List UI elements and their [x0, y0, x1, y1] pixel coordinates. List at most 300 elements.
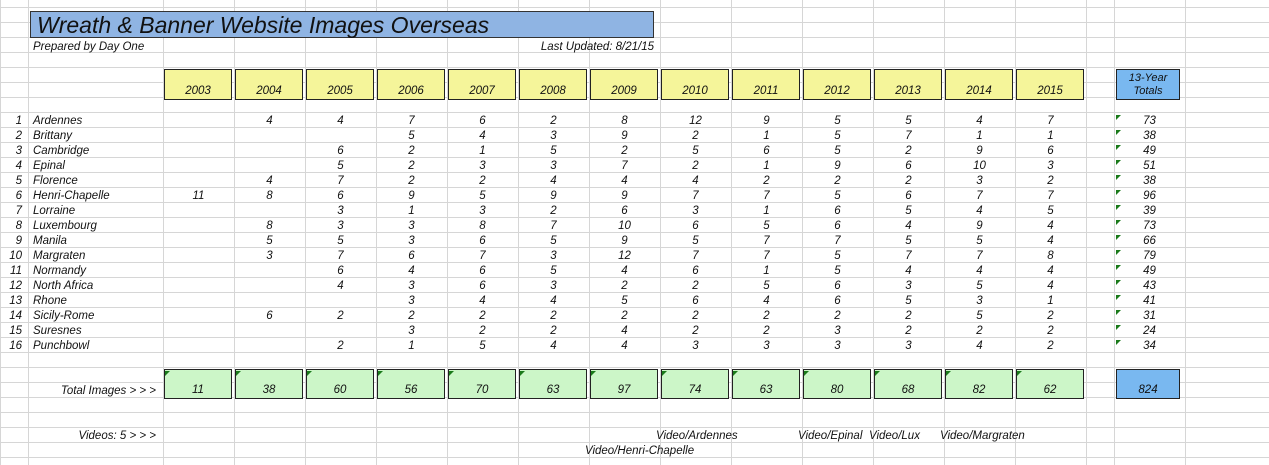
year-value-cell: 7	[692, 190, 699, 202]
row-total-cell: 49	[1143, 265, 1156, 277]
year-value-cell: 9	[834, 160, 841, 172]
cemetery-name: Henri-Chapelle	[33, 190, 110, 202]
row-total-cell: 38	[1143, 130, 1156, 142]
year-total-cell[interactable]: 56	[377, 369, 445, 399]
row-total-cell: 39	[1143, 205, 1156, 217]
comment-marker-icon	[1116, 325, 1121, 330]
cemetery-name: Rhone	[33, 295, 67, 307]
video-link: Video/Lux	[869, 430, 920, 442]
comment-marker-icon	[1116, 295, 1121, 300]
comment-marker-icon	[1116, 205, 1121, 210]
year-value-cell: 6	[692, 295, 699, 307]
year-value-cell: 5	[834, 130, 841, 142]
total-images-label: Total Images > > >	[60, 385, 156, 397]
year-value-cell: 6	[834, 205, 841, 217]
videos-label: Videos: 5 > > >	[78, 430, 156, 442]
year-value-cell: 6	[337, 145, 344, 157]
grid-row-line	[0, 427, 1269, 428]
year-value-cell: 2	[621, 310, 628, 322]
comment-marker-icon	[449, 371, 454, 376]
year-value-cell: 5	[1047, 205, 1054, 217]
row-number: 4	[15, 160, 22, 172]
row-number: 14	[9, 310, 22, 322]
year-value-cell: 7	[550, 220, 557, 232]
comment-marker-icon	[1116, 190, 1121, 195]
year-value-cell: 1	[1047, 295, 1054, 307]
year-value-cell: 5	[337, 235, 344, 247]
year-value-cell: 11	[192, 190, 205, 202]
year-value-cell: 7	[763, 235, 770, 247]
year-total-cell[interactable]: 80	[803, 369, 871, 399]
cemetery-name: Punchbowl	[33, 340, 90, 352]
row-total-cell: 34	[1143, 340, 1156, 352]
comment-marker-icon	[1116, 340, 1121, 345]
year-value-cell: 2	[905, 175, 912, 187]
cemetery-name: Epinal	[33, 160, 65, 172]
year-value-cell: 2	[479, 325, 486, 337]
year-value-cell: 3	[408, 280, 415, 292]
year-header-2009[interactable]: 2009	[590, 69, 658, 100]
row-number: 12	[9, 280, 22, 292]
year-value-cell: 9	[976, 145, 983, 157]
year-value-cell: 4	[976, 340, 983, 352]
year-value-cell: 5	[692, 145, 699, 157]
year-value-cell: 2	[976, 325, 983, 337]
cemetery-name: Suresnes	[33, 325, 82, 337]
prepared-by: Prepared by Day One	[33, 41, 145, 53]
year-total-cell[interactable]: 82	[945, 369, 1013, 399]
year-value-cell: 3	[550, 250, 557, 262]
comment-marker-icon	[733, 371, 738, 376]
year-value-cell: 10	[973, 160, 986, 172]
comment-marker-icon	[1116, 310, 1121, 315]
year-value-cell: 9	[621, 190, 628, 202]
year-header-2013[interactable]: 2013	[874, 69, 942, 100]
comment-marker-icon	[520, 371, 525, 376]
year-value-cell: 3	[550, 130, 557, 142]
year-value-cell: 10	[618, 220, 631, 232]
year-value-cell: 9	[408, 190, 415, 202]
year-value-cell: 2	[408, 145, 415, 157]
year-total-cell[interactable]: 68	[874, 369, 942, 399]
year-value-cell: 2	[692, 130, 699, 142]
cemetery-name: North Africa	[33, 280, 94, 292]
year-value-cell: 4	[1047, 280, 1054, 292]
cemetery-name: Ardennes	[33, 115, 83, 127]
year-value-cell: 1	[763, 160, 770, 172]
year-value-cell: 7	[1047, 115, 1054, 127]
year-value-cell: 3	[905, 340, 912, 352]
year-value-cell: 5	[408, 130, 415, 142]
year-value-cell: 4	[621, 175, 628, 187]
year-value-cell: 5	[479, 340, 486, 352]
year-value-cell: 3	[550, 280, 557, 292]
year-value-cell: 7	[763, 190, 770, 202]
year-value-cell: 4	[621, 340, 628, 352]
year-value-cell: 4	[337, 280, 344, 292]
year-value-cell: 1	[763, 265, 770, 277]
year-value-cell: 7	[905, 250, 912, 262]
year-value-cell: 1	[976, 130, 983, 142]
year-total-cell[interactable]: 38	[235, 369, 303, 399]
year-header-2008[interactable]: 2008	[519, 69, 587, 100]
row-number: 13	[9, 295, 22, 307]
row-number: 3	[15, 145, 22, 157]
row-number: 11	[10, 265, 22, 277]
year-value-cell: 1	[763, 130, 770, 142]
year-header-2004[interactable]: 2004	[235, 69, 303, 100]
year-value-cell: 3	[1047, 160, 1054, 172]
year-value-cell: 3	[692, 340, 699, 352]
year-value-cell: 5	[692, 235, 699, 247]
year-value-cell: 3	[408, 235, 415, 247]
year-value-cell: 8	[1047, 250, 1054, 262]
year-value-cell: 7	[905, 130, 912, 142]
year-value-cell: 9	[621, 130, 628, 142]
year-value-cell: 4	[763, 295, 770, 307]
year-total-cell[interactable]: 63	[732, 369, 800, 399]
comment-marker-icon	[1116, 250, 1121, 255]
year-total-cell[interactable]: 62	[1016, 369, 1084, 399]
cemetery-name: Florence	[33, 175, 78, 187]
year-value-cell: 5	[337, 160, 344, 172]
year-value-cell: 3	[834, 340, 841, 352]
year-value-cell: 5	[834, 145, 841, 157]
year-value-cell: 4	[1047, 235, 1054, 247]
year-value-cell: 4	[479, 130, 486, 142]
comment-marker-icon	[591, 371, 596, 376]
grand-total-cell[interactable]	[1116, 369, 1180, 399]
year-header-2011[interactable]: 2011	[732, 69, 800, 100]
year-value-cell: 6	[266, 310, 273, 322]
comment-marker-icon	[165, 371, 170, 376]
year-value-cell: 5	[976, 280, 983, 292]
year-value-cell: 5	[905, 115, 912, 127]
year-value-cell: 6	[337, 265, 344, 277]
row-total-cell: 73	[1143, 220, 1156, 232]
year-value-cell: 4	[621, 265, 628, 277]
grand-total-header[interactable]: 13-Year Totals	[1116, 69, 1180, 100]
year-value-cell: 4	[550, 175, 557, 187]
row-number: 8	[15, 220, 22, 232]
year-value-cell: 8	[266, 220, 273, 232]
year-value-cell: 2	[408, 175, 415, 187]
row-number: 1	[15, 115, 22, 127]
row-total-cell: 41	[1143, 295, 1156, 307]
year-header-2005[interactable]: 2005	[306, 69, 374, 100]
year-value-cell: 5	[976, 235, 983, 247]
year-value-cell: 1	[479, 145, 486, 157]
row-total-cell: 66	[1143, 235, 1156, 247]
cemetery-name: Brittany	[33, 130, 72, 142]
grid-row-line	[0, 412, 1269, 413]
year-value-cell: 6	[479, 115, 486, 127]
comment-marker-icon	[662, 371, 667, 376]
row-number: 6	[15, 190, 22, 202]
year-value-cell: 3	[692, 205, 699, 217]
year-value-cell: 2	[479, 310, 486, 322]
year-value-cell: 7	[976, 190, 983, 202]
year-value-cell: 2	[1047, 340, 1054, 352]
year-value-cell: 2	[550, 205, 557, 217]
row-number: 5	[15, 175, 22, 187]
year-value-cell: 4	[479, 295, 486, 307]
year-value-cell: 4	[266, 115, 273, 127]
comment-marker-icon	[307, 371, 312, 376]
year-value-cell: 3	[976, 295, 983, 307]
year-value-cell: 2	[763, 325, 770, 337]
year-value-cell: 2	[763, 310, 770, 322]
year-header-2012[interactable]: 2012	[803, 69, 871, 100]
year-value-cell: 7	[692, 250, 699, 262]
year-value-cell: 6	[834, 220, 841, 232]
year-value-cell: 2	[834, 175, 841, 187]
year-total-cell[interactable]: 63	[519, 369, 587, 399]
cemetery-name: Sicily-Rome	[33, 310, 95, 322]
year-header-2003[interactable]: 2003	[164, 69, 232, 100]
row-total-cell: 96	[1143, 190, 1156, 202]
year-value-cell: 2	[834, 310, 841, 322]
row-total-cell: 73	[1143, 115, 1156, 127]
comment-marker-icon	[1116, 160, 1121, 165]
cemetery-name: Normandy	[33, 265, 87, 277]
year-value-cell: 12	[689, 115, 702, 127]
year-value-cell: 5	[905, 295, 912, 307]
year-value-cell: 3	[905, 280, 912, 292]
year-value-cell: 2	[621, 145, 628, 157]
year-value-cell: 7	[479, 250, 486, 262]
year-value-cell: 7	[621, 160, 628, 172]
year-value-cell: 2	[692, 325, 699, 337]
grid-row-line	[0, 67, 1269, 68]
comment-marker-icon	[1116, 130, 1121, 135]
year-value-cell: 6	[834, 280, 841, 292]
year-value-cell: 3	[408, 220, 415, 232]
comment-marker-icon	[1116, 220, 1121, 225]
year-header-2015[interactable]: 2015	[1016, 69, 1084, 100]
year-value-cell: 4	[976, 115, 983, 127]
year-value-cell: 7	[1047, 190, 1054, 202]
year-value-cell: 5	[266, 235, 273, 247]
cemetery-name: Margraten	[33, 250, 86, 262]
comment-marker-icon	[946, 371, 951, 376]
year-value-cell: 3	[337, 220, 344, 232]
year-value-cell: 3	[834, 325, 841, 337]
row-number: 10	[9, 250, 22, 262]
year-value-cell: 6	[692, 220, 699, 232]
comment-marker-icon	[1116, 145, 1121, 150]
year-total-cell[interactable]: 70	[448, 369, 516, 399]
year-value-cell: 1	[408, 205, 415, 217]
comment-marker-icon	[1116, 265, 1121, 270]
year-value-cell: 5	[834, 190, 841, 202]
year-value-cell: 2	[905, 145, 912, 157]
row-number: 16	[9, 340, 22, 352]
year-value-cell: 9	[763, 115, 770, 127]
comment-marker-icon	[875, 371, 880, 376]
year-value-cell: 4	[1047, 220, 1054, 232]
title-cell[interactable]	[30, 11, 654, 38]
year-total-cell[interactable]: 74	[661, 369, 729, 399]
year-value-cell: 5	[834, 265, 841, 277]
year-header-2007[interactable]: 2007	[448, 69, 516, 100]
year-value-cell: 5	[763, 280, 770, 292]
year-value-cell: 4	[976, 205, 983, 217]
year-value-cell: 1	[408, 340, 415, 352]
year-value-cell: 4	[266, 175, 273, 187]
year-value-cell: 2	[550, 325, 557, 337]
cemetery-name: Manila	[33, 235, 67, 247]
year-value-cell: 5	[834, 115, 841, 127]
year-value-cell: 6	[479, 265, 486, 277]
year-value-cell: 2	[337, 310, 344, 322]
grid-row-line	[0, 7, 1269, 8]
year-value-cell: 4	[550, 340, 557, 352]
year-value-cell: 2	[1047, 325, 1054, 337]
comment-marker-icon	[1017, 371, 1022, 376]
year-value-cell: 4	[692, 175, 699, 187]
year-value-cell: 4	[976, 265, 983, 277]
comment-marker-icon	[1116, 280, 1121, 285]
year-value-cell: 4	[621, 325, 628, 337]
row-total-cell: 31	[1143, 310, 1156, 322]
video-link: Video/Margraten	[940, 430, 1025, 442]
year-value-cell: 6	[905, 190, 912, 202]
video-link: Video/Henri-Chapelle	[585, 445, 695, 457]
sheet-title: Wreath & Banner Website Images Overseas	[37, 12, 490, 38]
year-value-cell: 2	[1047, 310, 1054, 322]
cemetery-name: Cambridge	[33, 145, 90, 157]
year-value-cell: 2	[905, 310, 912, 322]
year-value-cell: 5	[550, 265, 557, 277]
cemetery-name: Lorraine	[33, 205, 76, 217]
year-value-cell: 6	[905, 160, 912, 172]
video-link: Video/Ardennes	[656, 430, 738, 442]
year-value-cell: 4	[408, 265, 415, 277]
grid-row-line	[0, 442, 1269, 443]
grid-row-line	[0, 112, 1269, 113]
row-total-cell: 43	[1143, 280, 1156, 292]
row-number: 2	[15, 130, 22, 142]
year-value-cell: 6	[337, 190, 344, 202]
year-value-cell: 6	[408, 250, 415, 262]
year-value-cell: 6	[834, 295, 841, 307]
year-value-cell: 5	[550, 235, 557, 247]
grid-row-line	[0, 367, 1269, 368]
year-value-cell: 4	[337, 115, 344, 127]
year-value-cell: 4	[1047, 265, 1054, 277]
year-value-cell: 2	[550, 115, 557, 127]
year-value-cell: 3	[479, 160, 486, 172]
comment-marker-icon	[236, 371, 241, 376]
year-total-cell[interactable]: 97	[590, 369, 658, 399]
year-value-cell: 7	[408, 115, 415, 127]
year-value-cell: 2	[763, 175, 770, 187]
year-value-cell: 5	[763, 220, 770, 232]
year-value-cell: 6	[692, 265, 699, 277]
year-value-cell: 5	[479, 190, 486, 202]
row-total-cell: 79	[1143, 250, 1156, 262]
year-value-cell: 2	[408, 310, 415, 322]
row-total-cell: 51	[1143, 160, 1156, 172]
year-value-cell: 6	[621, 205, 628, 217]
year-value-cell: 5	[621, 295, 628, 307]
year-value-cell: 6	[479, 235, 486, 247]
row-number: 7	[15, 205, 22, 217]
comment-marker-icon	[1116, 115, 1121, 120]
year-header-2014[interactable]: 2014	[945, 69, 1013, 100]
year-value-cell: 8	[479, 220, 486, 232]
video-link: Video/Epinal	[798, 430, 863, 442]
year-value-cell: 8	[621, 115, 628, 127]
year-value-cell: 4	[905, 220, 912, 232]
year-total-cell[interactable]: 60	[306, 369, 374, 399]
year-value-cell: 2	[692, 160, 699, 172]
year-value-cell: 1	[763, 205, 770, 217]
year-value-cell: 7	[976, 250, 983, 262]
year-value-cell: 2	[479, 175, 486, 187]
year-header-2006[interactable]: 2006	[377, 69, 445, 100]
year-value-cell: 6	[479, 280, 486, 292]
year-value-cell: 2	[905, 325, 912, 337]
year-value-cell: 2	[1047, 175, 1054, 187]
year-value-cell: 3	[763, 340, 770, 352]
year-value-cell: 9	[976, 220, 983, 232]
year-value-cell: 5	[550, 145, 557, 157]
year-value-cell: 3	[976, 175, 983, 187]
year-value-cell: 4	[905, 265, 912, 277]
year-value-cell: 2	[337, 340, 344, 352]
year-header-2010[interactable]: 2010	[661, 69, 729, 100]
year-value-cell: 3	[479, 205, 486, 217]
year-total-cell[interactable]: 11	[164, 369, 232, 399]
year-value-cell: 7	[834, 235, 841, 247]
grand-total-value: 824	[1138, 384, 1158, 396]
year-value-cell: 5	[834, 250, 841, 262]
year-value-cell: 2	[692, 280, 699, 292]
row-total-cell: 49	[1143, 145, 1156, 157]
row-total-cell: 24	[1143, 325, 1156, 337]
year-value-cell: 5	[905, 235, 912, 247]
year-value-cell: 7	[763, 250, 770, 262]
year-value-cell: 3	[337, 205, 344, 217]
comment-marker-icon	[1116, 235, 1121, 240]
year-value-cell: 4	[550, 295, 557, 307]
last-updated: Last Updated: 8/21/15	[540, 41, 654, 53]
year-value-cell: 5	[905, 205, 912, 217]
year-value-cell: 3	[408, 295, 415, 307]
year-value-cell: 7	[337, 175, 344, 187]
comment-marker-icon	[378, 371, 383, 376]
year-value-cell: 12	[618, 250, 631, 262]
comment-marker-icon	[1116, 175, 1121, 180]
row-total-cell: 38	[1143, 175, 1156, 187]
year-value-cell: 9	[550, 190, 557, 202]
year-value-cell: 9	[621, 235, 628, 247]
year-value-cell: 5	[976, 310, 983, 322]
year-value-cell: 3	[408, 325, 415, 337]
row-number: 9	[15, 235, 22, 247]
year-value-cell: 2	[621, 280, 628, 292]
year-value-cell: 6	[763, 145, 770, 157]
cemetery-name: Luxembourg	[33, 220, 97, 232]
year-value-cell: 3	[266, 250, 273, 262]
year-value-cell: 3	[550, 160, 557, 172]
year-value-cell: 1	[1047, 130, 1054, 142]
year-value-cell: 7	[337, 250, 344, 262]
row-number: 15	[9, 325, 22, 337]
year-value-cell: 2	[408, 160, 415, 172]
